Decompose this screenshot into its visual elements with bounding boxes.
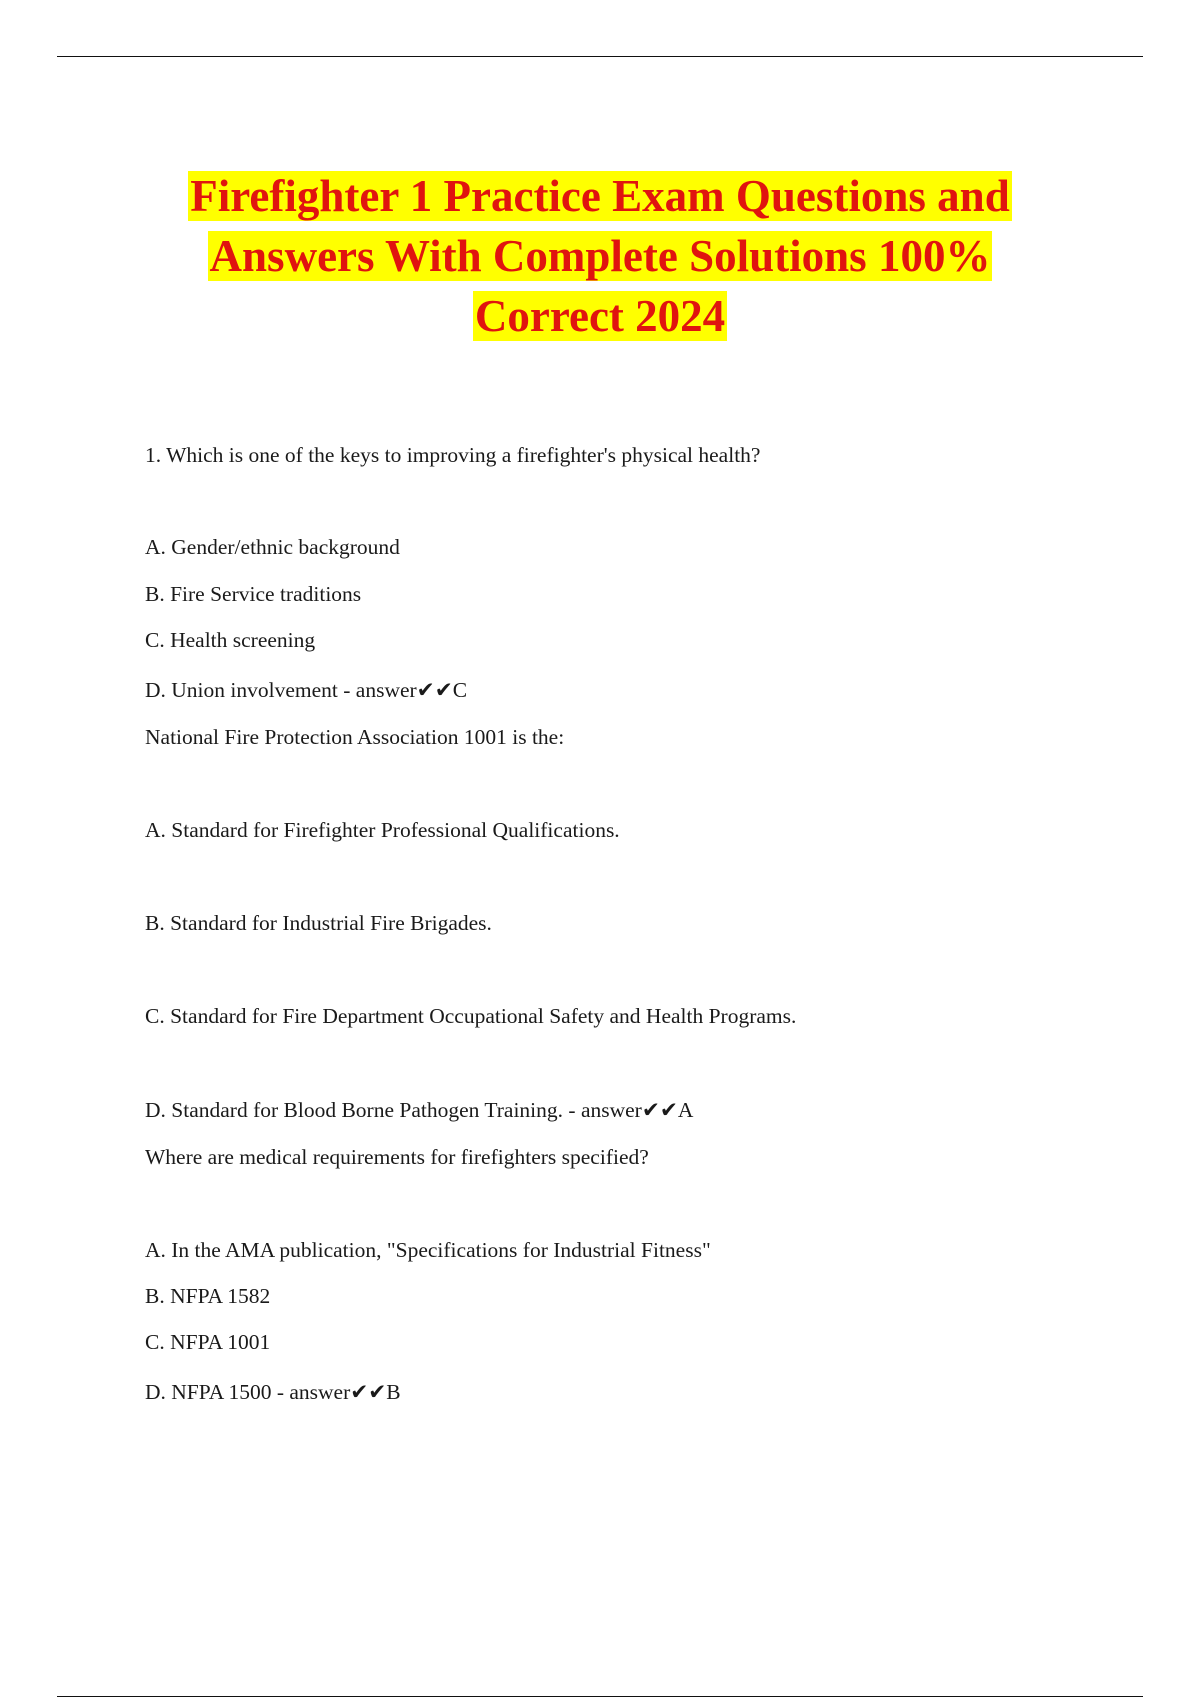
question-3-option-d-answer: D. NFPA 1500 - answer✔✔B: [145, 1380, 401, 1404]
question-1-option-d-answer: D. Union involvement - answer✔✔C: [145, 678, 468, 702]
title-line-1: Firefighter 1 Practice Exam Questions and: [190, 171, 1010, 221]
question-2-prompt: National Fire Protection Association 1001 is the:: [145, 725, 565, 749]
question-3-option-c: C. NFPA 1001: [145, 1330, 271, 1354]
top-rule: [57, 56, 1143, 57]
question-3-option-b: B. NFPA 1582: [145, 1284, 271, 1308]
question-1-prompt: 1. Which is one of the keys to improving a firefighter's physical health?: [145, 443, 761, 467]
question-1-option-c: C. Health screening: [145, 628, 316, 652]
question-2-option-b: B. Standard for Industrial Fire Brigades.: [145, 911, 492, 935]
question-1-option-b: B. Fire Service traditions: [145, 582, 362, 606]
question-3-prompt: Where are medical requirements for firefighters specified?: [145, 1145, 649, 1169]
question-3-option-a: A. In the AMA publication, "Specifications for Industrial Fitness": [145, 1238, 711, 1262]
question-2-option-c: C. Standard for Fire Department Occupational Safety and Health Programs.: [145, 1004, 797, 1028]
title-line-3: Correct 2024: [474, 291, 726, 341]
bottom-rule: [57, 1696, 1143, 1697]
document-title: [100, 166, 1100, 346]
question-2-option-a: A. Standard for Firefighter Professional Qualifications.: [145, 818, 620, 842]
question-2-option-d-answer: D. Standard for Blood Borne Pathogen Training. - answer✔✔A: [145, 1098, 694, 1122]
title-line-2: Answers With Complete Solutions 100%: [209, 231, 991, 281]
question-1-option-a: A. Gender/ethnic background: [145, 535, 400, 559]
